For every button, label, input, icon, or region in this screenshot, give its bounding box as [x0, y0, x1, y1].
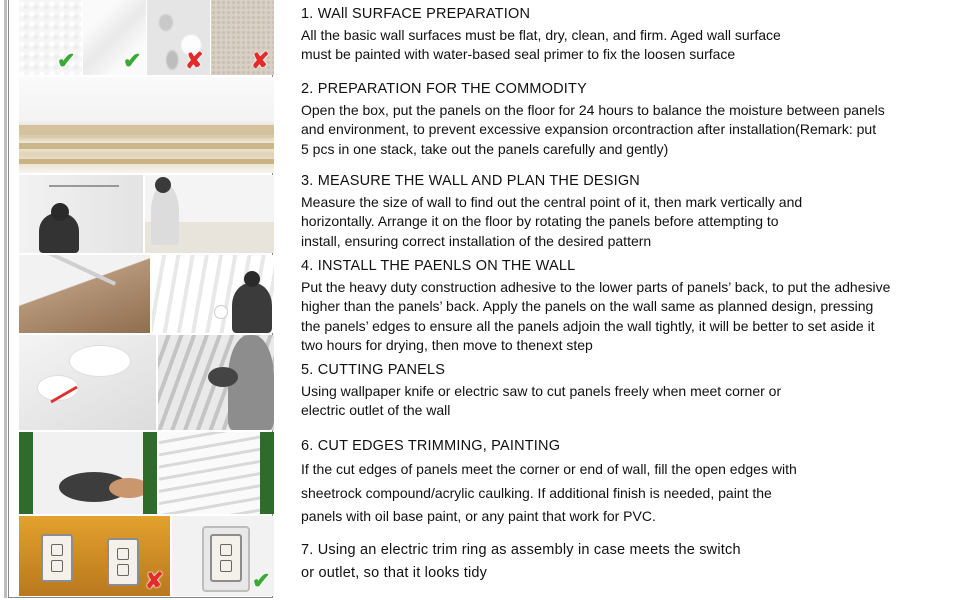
step-5: [301, 361, 966, 421]
smooth-wall-photo: [83, 0, 146, 75]
trim-ring-outlet-photo: [172, 516, 274, 596]
outlet-icon: [210, 534, 242, 582]
measuring-wall-photo: [19, 175, 143, 253]
outlet-icon: [107, 538, 139, 586]
adhesive-photo: [19, 255, 150, 333]
step-1: [301, 5, 966, 65]
check-icon: ✔: [57, 48, 76, 73]
step-body: Using wallpaper knife or electric saw to cut panels freely when meet corner or electric outlet of the wall: [301, 383, 782, 419]
step-7: [301, 539, 966, 585]
textured-wall-photo: [211, 0, 274, 75]
cross-icon: ✘: [185, 48, 204, 73]
saw-cutting-photo: [158, 335, 274, 430]
cross-icon: ✘: [145, 568, 164, 593]
step-body: Put the heavy duty construction adhesive to the lower parts of panels’ back, to put the adhesive higher than the panels’ back. Apply the panels on the wall same as planned design, pressing the panels’ edges to ensure all the panels adjoin the wall tightly, it will be better to set aside it two hours for drying, then move to thenext step: [301, 279, 891, 354]
step-heading: 5. CUTTING PANELS: [301, 362, 446, 378]
knife-cutting-photo: [19, 335, 156, 430]
step-4: [301, 257, 966, 356]
panel-stack-photo: [19, 77, 274, 173]
step-3: [301, 172, 966, 251]
check-icon: ✔: [123, 48, 142, 73]
wrong-outlet-photo: [19, 516, 170, 596]
installing-panel-photo: [152, 255, 274, 333]
outlet-icon: [41, 534, 73, 582]
check-icon: ✔: [252, 568, 271, 593]
cross-icon: ✘: [251, 48, 270, 73]
step-heading: 2. PREPARATION FOR THE COMMODITY: [301, 81, 587, 97]
step-2: [301, 80, 966, 159]
caulking-photo: [19, 432, 157, 514]
step-body: If the cut edges of panels meet the corner or end of wall, fill the open edges with sheetrock compound/acrylic caulking. If additional finish is needed, paint the panels with oil base paint, or any paint that work for PVC.: [301, 461, 797, 524]
step-heading: 1. WAll SURFACE PREPARATION: [301, 6, 531, 22]
step-heading: 6. CUT EDGES TRIMMING, PAINTING: [301, 438, 561, 454]
step-body: All the basic wall surfaces must be flat, dry, clean, and firm. Aged wall surface must be painted with water-based seal primer to fix the loosen surface: [301, 27, 781, 63]
step-6: [301, 437, 966, 529]
painting-edges-photo: [159, 432, 274, 514]
step-heading: 4. INSTALL THE PAENLS ON THE WALL: [301, 258, 576, 274]
peeling-wall-photo: [147, 0, 210, 75]
step-heading: 3. MEASURE THE WALL AND PLAN THE DESIGN: [301, 173, 640, 189]
step-body: Open the box, put the panels on the floor for 24 hours to balance the moisture between panels and environment, to prevent excessive expansion orcontraction after installation(Remark: put 5 pcs in one stack, take out the panels carefully and gently): [301, 102, 885, 157]
step-body: or outlet, so that it looks tidy: [301, 565, 488, 581]
step-heading: 7. Using an electric trim ring as assembly in case meets the switch: [301, 542, 741, 558]
arranging-panels-photo: [145, 175, 274, 253]
flat-wall-photo: [19, 0, 82, 75]
photo-strip: [8, 0, 273, 598]
step-body: Measure the size of wall to find out the central point of it, then mark vertically and horizontally. Arrange it on the floor by rotating the panels before attempting to install, ensuring correct installation of the desired pattern: [301, 194, 803, 249]
